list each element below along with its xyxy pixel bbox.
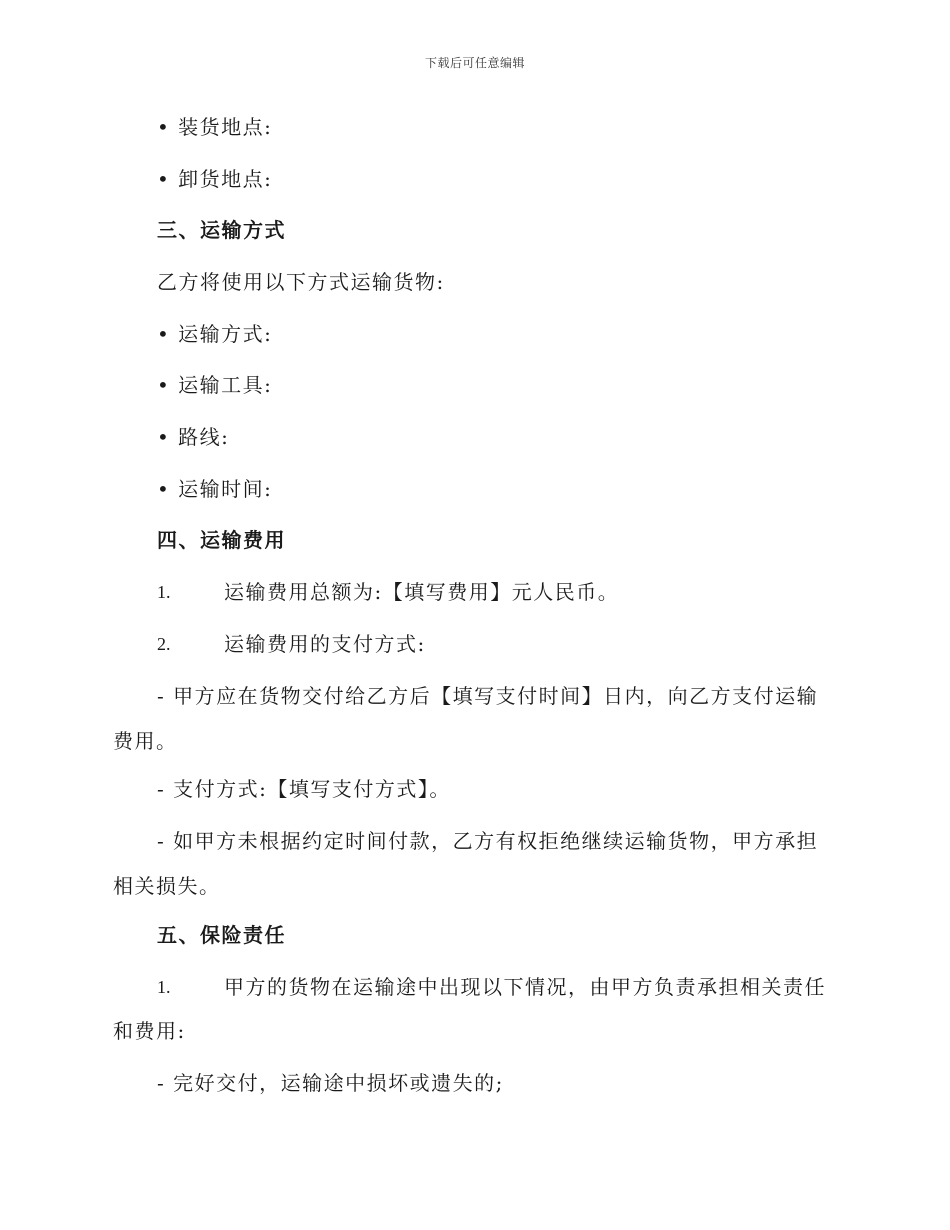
ins-sub1: - 完好交付，运输途中损坏或遗失的; <box>157 1071 504 1095</box>
fee-item1-number: 1. <box>157 582 171 602</box>
section3-intro: 乙方将使用以下方式运输货物: <box>157 270 445 294</box>
fee-item2-number: 2. <box>157 634 171 654</box>
fee-sub1-line1: - 甲方应在货物交付给乙方后【填写支付时间】日内，向乙方支付运输 <box>157 684 819 708</box>
fee-item2-text: 运输费用的支付方式: <box>224 632 426 656</box>
loading-place-item: • 装货地点: <box>157 115 273 139</box>
transport-vehicle-item: • 运输工具: <box>157 373 273 397</box>
fee-sub3-line2: 相关损失。 <box>113 874 221 898</box>
fee-sub1-line2: 费用。 <box>113 729 178 753</box>
transport-time-item: • 运输时间: <box>157 477 273 501</box>
fee-sub2: - 支付方式:【填写支付方式】。 <box>157 777 451 801</box>
unloading-place-item: • 卸货地点: <box>157 167 273 191</box>
fee-item1-text: 运输费用总额为:【填写费用】元人民币。 <box>224 580 620 604</box>
ins-item1-number: 1. <box>157 977 171 997</box>
section3-title: 三、运输方式 <box>157 218 286 242</box>
fee-sub3-line1: - 如甲方未根据约定时间付款，乙方有权拒绝继续运输货物，甲方承担 <box>157 829 819 853</box>
ins-item1-line2: 和费用: <box>113 1019 186 1043</box>
section4-title: 四、运输费用 <box>157 528 286 552</box>
page-header: 下载后可任意编辑 <box>424 56 525 70</box>
ins-item1-line1: 甲方的货物在运输途中出现以下情况，由甲方负责承担相关责任 <box>224 975 826 999</box>
route-item: • 路线: <box>157 425 230 449</box>
section5-title: 五、保险责任 <box>157 923 286 947</box>
transport-mode-item: • 运输方式: <box>157 322 273 346</box>
